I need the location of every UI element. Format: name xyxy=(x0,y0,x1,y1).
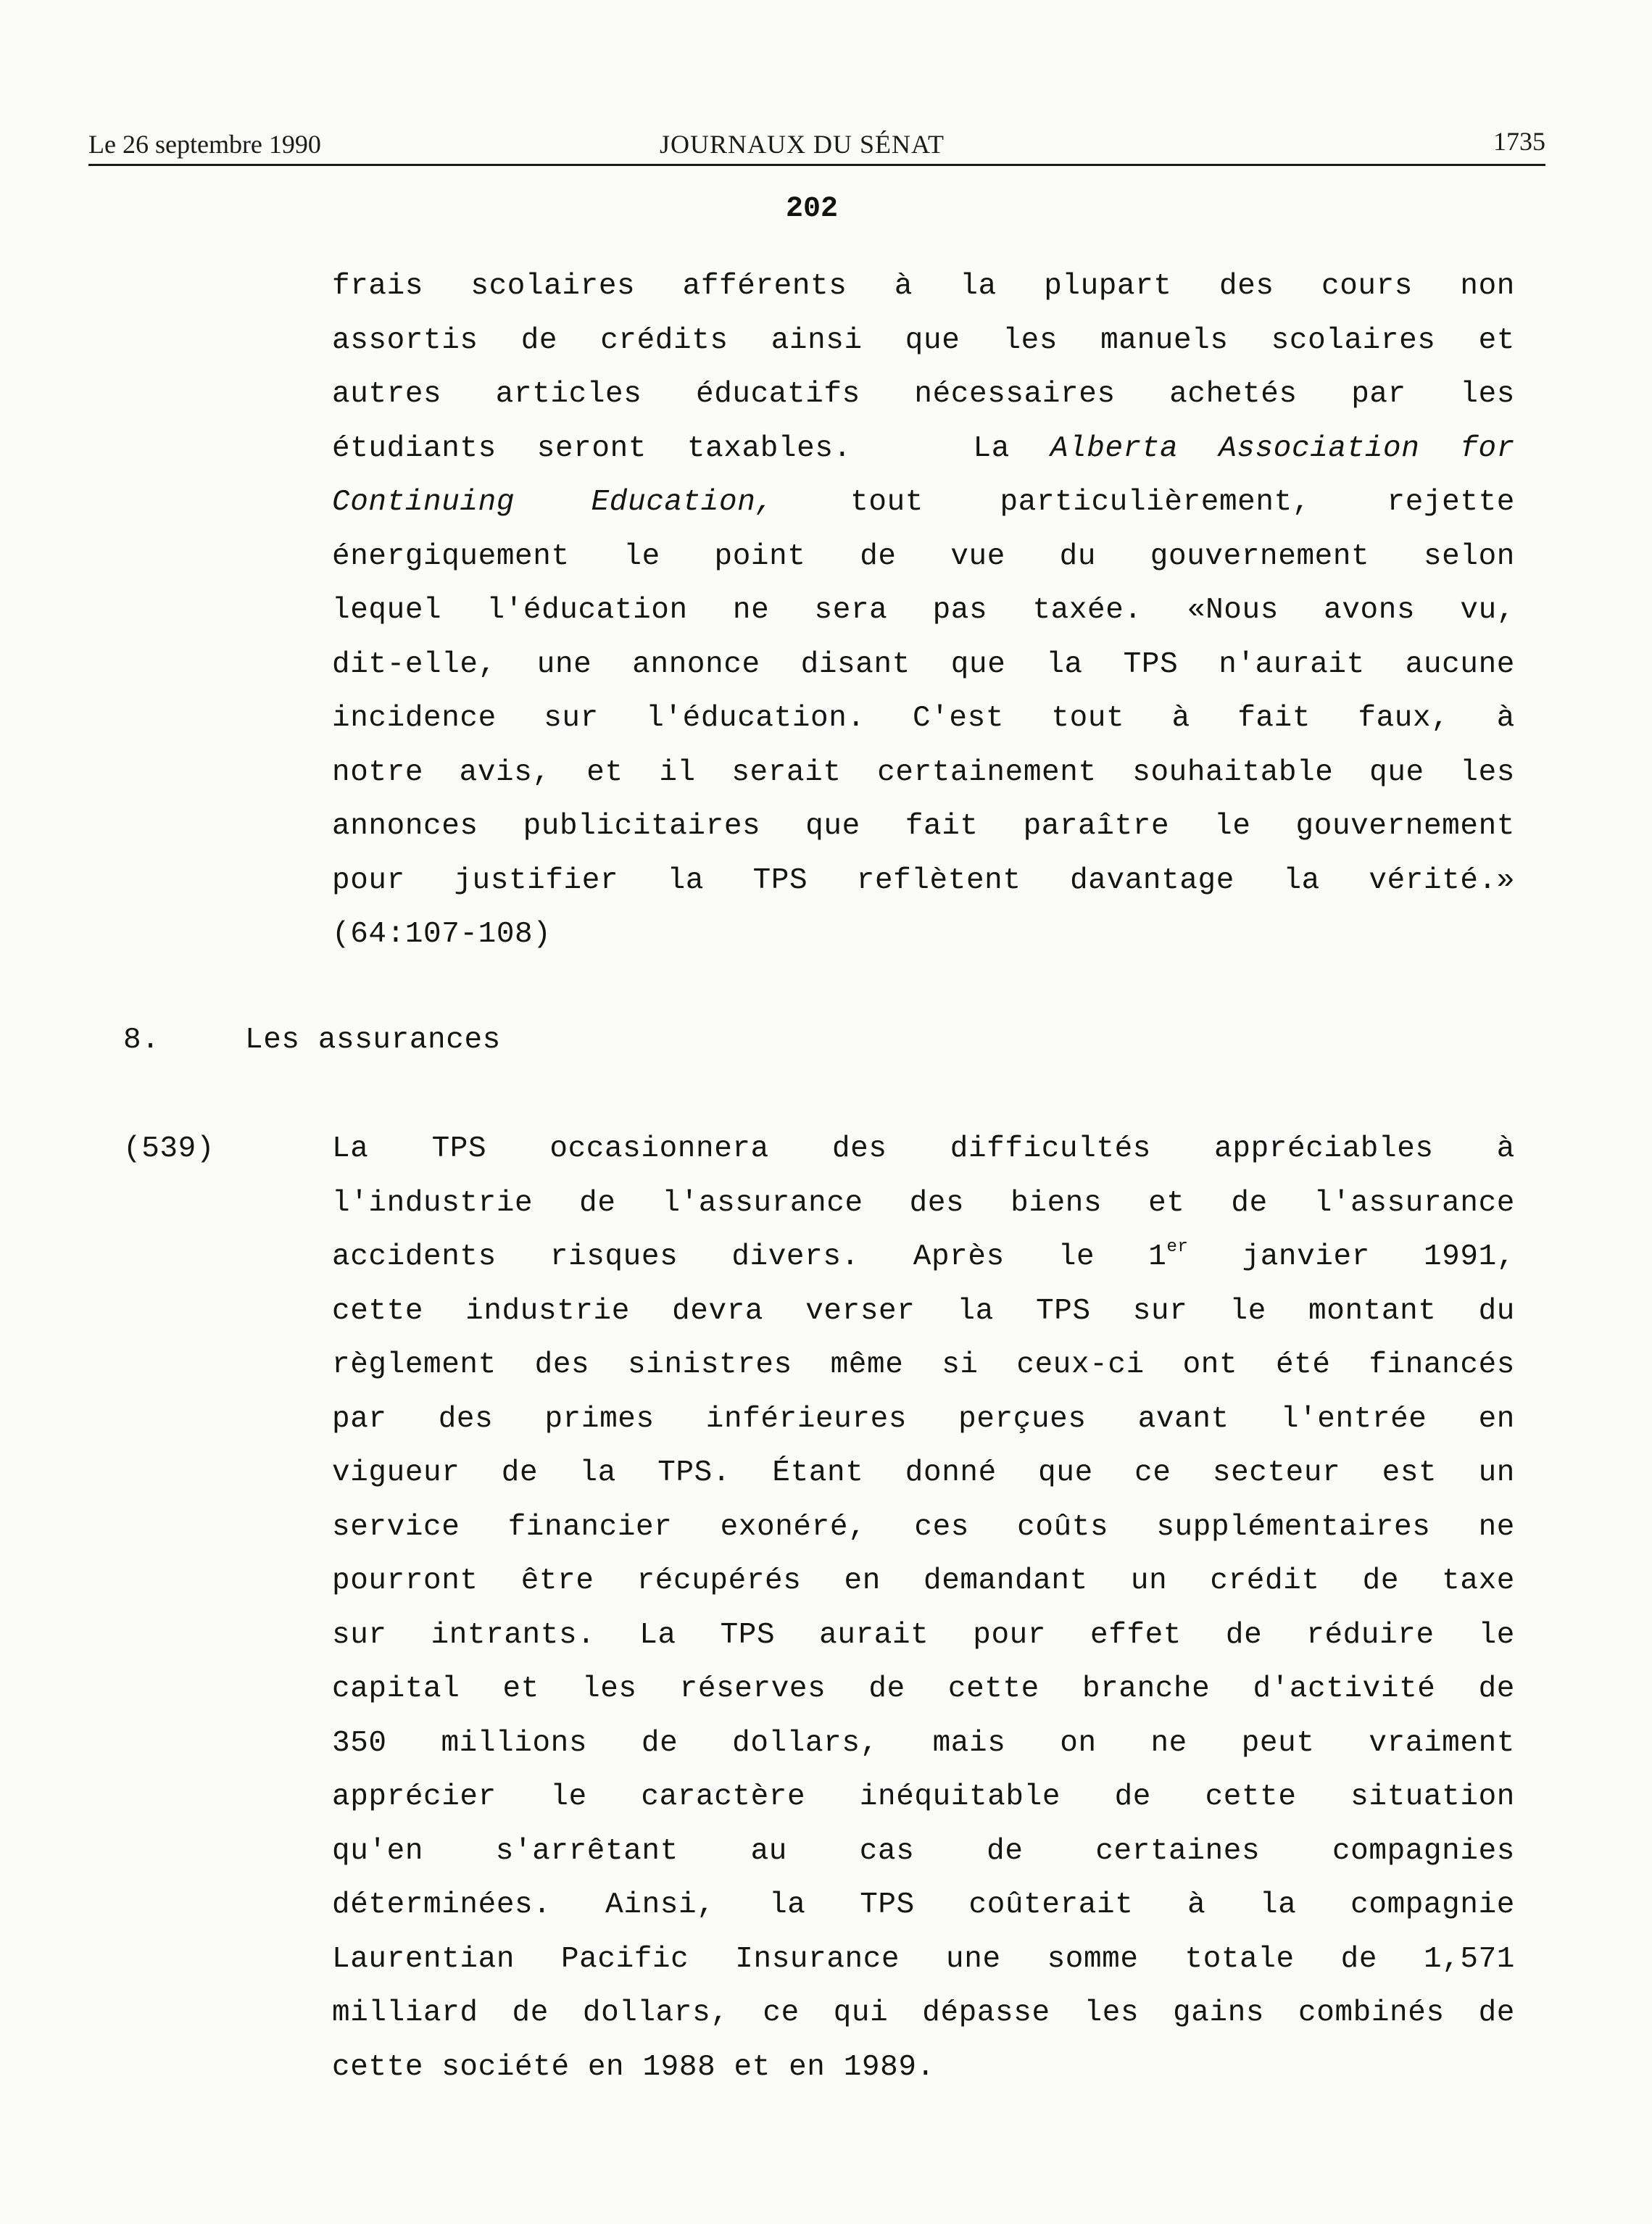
text-line: vigueur de la TPS. Étant donné que ce secteur est un xyxy=(332,1456,1515,1490)
text-line: déterminées. Ainsi, la TPS coûterait à la compagnie xyxy=(332,1888,1515,1922)
text-line: règlement des sinistres même si ceux-ci ont été financés xyxy=(332,1348,1515,1382)
section-title: Les assurances xyxy=(245,1024,501,1057)
text-line: frais scolaires afférents à la plupart des cours non xyxy=(332,270,1515,303)
italic-organization-name: Alberta Association for xyxy=(1050,431,1515,465)
text-line: milliard de dollars, ce qui dépasse les gains combinés de xyxy=(332,1996,1515,2030)
text-line: pourront être récupérés en demandant un crédit de taxe xyxy=(332,1564,1515,1598)
text-line: Laurentian Pacific Insurance une somme totale de 1,571 xyxy=(332,1942,1515,1976)
paragraph-continued xyxy=(332,260,1515,962)
text-line: cette industrie devra verser la TPS sur le montant du xyxy=(332,1294,1515,1328)
text-line: dit-elle, une annonce disant que la TPS n'aurait aucune xyxy=(332,647,1515,681)
text-line: La TPS occasionnera des difficultés appréciables à xyxy=(332,1132,1515,1166)
text-line: capital et les réserves de cette branche d'activité de xyxy=(332,1672,1515,1706)
text-line xyxy=(332,422,1515,476)
text-line: annonces publicitaires que fait paraître le gouvernement xyxy=(332,810,1515,843)
paragraph-number: (539) xyxy=(123,1132,215,1166)
text-segment: tout particulièrement, rejette xyxy=(850,486,1515,519)
section-number: 8. xyxy=(123,1024,160,1057)
paragraph-539 xyxy=(332,1122,1515,2094)
text-segment: accidents risques divers. Après le 1 xyxy=(332,1240,1167,1274)
running-header xyxy=(88,123,1545,166)
text-line: service financier exonéré, ces coûts supplémentaires ne xyxy=(332,1510,1515,1544)
italic-organization-name: Continuing Education, xyxy=(332,486,774,519)
text-segment: janvier 1991, xyxy=(1188,1240,1515,1274)
text-line: incidence sur l'éducation. C'est tout à fait faux, à xyxy=(332,702,1515,735)
header-title: JOURNAUX DU SÉNAT xyxy=(660,130,945,159)
text-line: par des primes inférieures perçues avant l'entrée en xyxy=(332,1402,1515,1436)
text-line: qu'en s'arrêtant au cas de certaines compagnies xyxy=(332,1834,1515,1868)
header-page-number: 1735 xyxy=(1493,127,1545,156)
text-line: énergiquement le point de vue du gouvernement selon xyxy=(332,539,1515,573)
text-line xyxy=(332,476,1515,530)
text-line: apprécier le caractère inéquitable de cette situation xyxy=(332,1780,1515,1814)
text-line: (64:107-108) xyxy=(332,918,552,951)
text-line: l'industrie de l'assurance des biens et de l'assurance xyxy=(332,1186,1515,1220)
text-line xyxy=(332,1230,1515,1285)
header-date: Le 26 septembre 1990 xyxy=(88,130,321,159)
text-line: cette société en 1988 et en 1989. xyxy=(332,2050,935,2084)
text-segment: étudiants seront taxables. xyxy=(332,431,852,465)
text-line: lequel l'éducation ne sera pas taxée. «Nous avons vu, xyxy=(332,594,1515,627)
folio-number: 202 xyxy=(785,193,838,225)
text-segment: La xyxy=(973,431,1010,465)
text-line: 350 millions de dollars, mais on ne peut vraiment xyxy=(332,1726,1515,1760)
text-line: notre avis, et il serait certainement souhaitable que les xyxy=(332,755,1515,789)
text-line: assortis de crédits ainsi que les manuels scolaires et xyxy=(332,323,1515,357)
text-line: sur intrants. La TPS aurait pour effet de réduire le xyxy=(332,1618,1515,1652)
text-line: autres articles éducatifs nécessaires achetés par les xyxy=(332,378,1515,411)
superscript-ordinal: er xyxy=(1166,1237,1189,1257)
text-line: pour justifier la TPS reflètent davantage la vérité.» xyxy=(332,863,1515,897)
